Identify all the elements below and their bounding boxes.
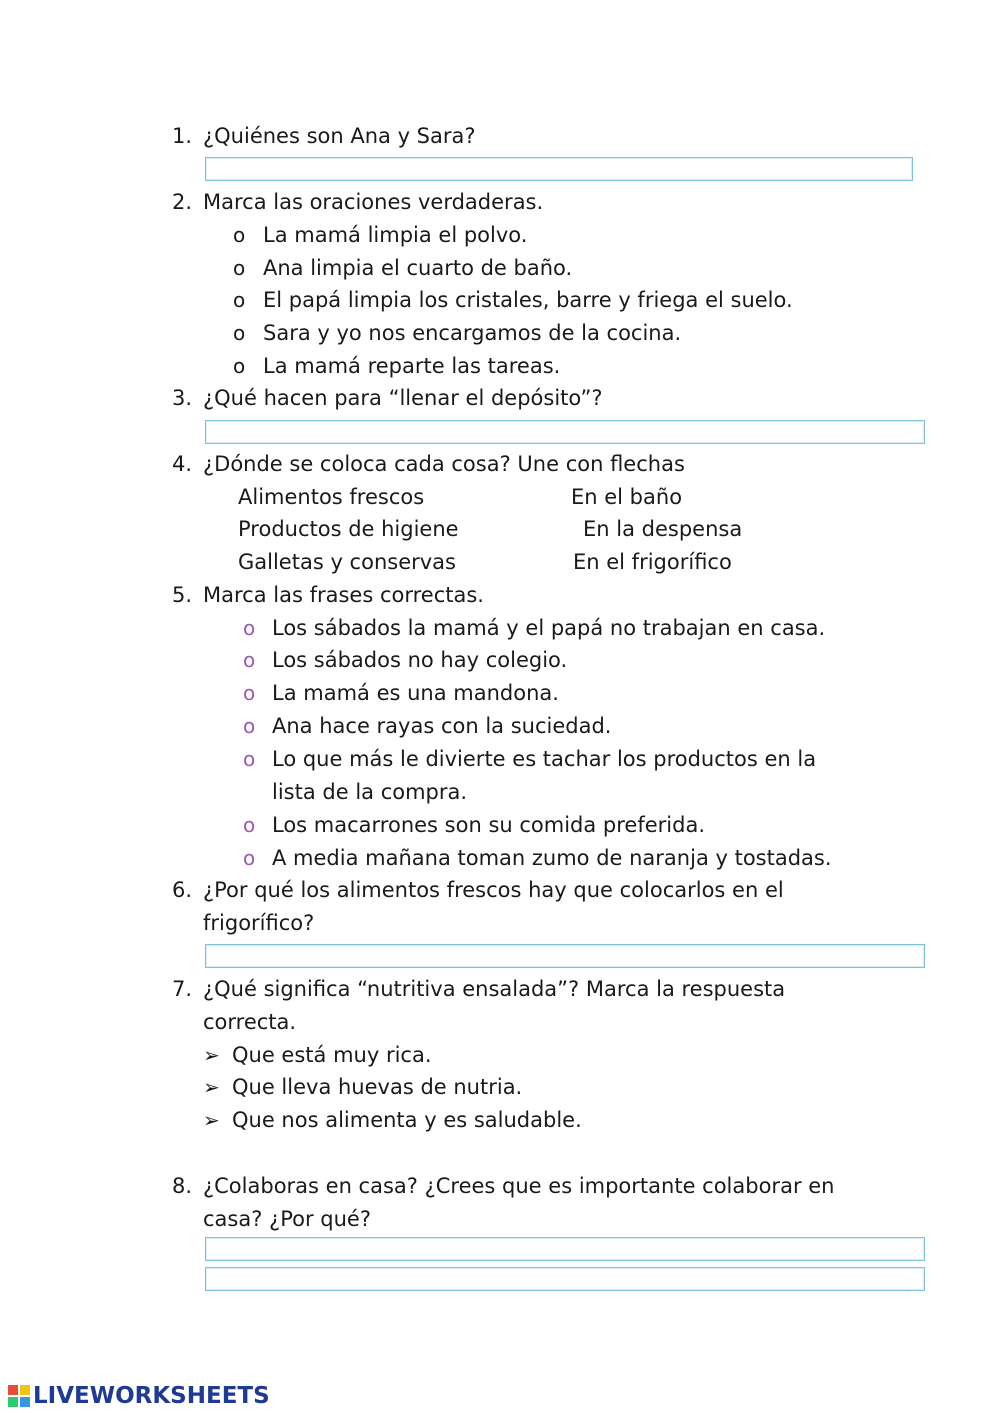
circle-bullet-icon: o bbox=[243, 648, 256, 672]
question-7-text-continued: correcta. bbox=[203, 1010, 297, 1034]
circle-bullet-icon: o bbox=[243, 747, 256, 771]
question-7-number: 7. bbox=[172, 977, 193, 1001]
arrow-bullet-icon: ➢ bbox=[203, 1043, 220, 1067]
question-3-text: ¿Qué hacen para “llenar el depósito”? bbox=[203, 386, 603, 410]
circle-bullet-icon: o bbox=[243, 714, 256, 738]
circle-bullet-icon: o bbox=[233, 223, 246, 247]
circle-bullet-icon: o bbox=[233, 256, 246, 280]
question-8-text: ¿Colaboras en casa? ¿Crees que es importante colaborar en bbox=[203, 1174, 835, 1198]
circle-bullet-icon: o bbox=[243, 681, 256, 705]
liveworksheets-logo-icon bbox=[8, 1385, 30, 1407]
answer-box-3[interactable] bbox=[205, 420, 925, 444]
arrow-bullet-icon: ➢ bbox=[203, 1075, 220, 1099]
match-right-3: En el frigorífico bbox=[573, 550, 732, 574]
answer-box-8b[interactable] bbox=[205, 1267, 925, 1291]
q7-option-1: Que está muy rica. bbox=[232, 1043, 432, 1067]
question-6-number: 6. bbox=[172, 878, 193, 902]
question-6-text: ¿Por qué los alimentos frescos hay que colocarlos en el bbox=[203, 878, 784, 902]
q5-option-4: Ana hace rayas con la suciedad. bbox=[272, 714, 612, 738]
liveworksheets-logo bbox=[8, 1380, 270, 1412]
q5-option-2: Los sábados no hay colegio. bbox=[272, 648, 568, 672]
q2-option-1: La mamá limpia el polvo. bbox=[263, 223, 528, 247]
q2-option-4: Sara y yo nos encargamos de la cocina. bbox=[263, 321, 682, 345]
circle-bullet-icon: o bbox=[243, 616, 256, 640]
question-7-text: ¿Qué significa “nutritiva ensalada”? Marca la respuesta bbox=[203, 977, 786, 1001]
question-1-text: ¿Quiénes son Ana y Sara? bbox=[203, 124, 476, 148]
q2-option-5: La mamá reparte las tareas. bbox=[263, 354, 561, 378]
question-8-number: 8. bbox=[172, 1174, 193, 1198]
q2-option-3: El papá limpia los cristales, barre y friega el suelo. bbox=[263, 288, 793, 312]
q7-option-3: Que nos alimenta y es saludable. bbox=[232, 1108, 582, 1132]
circle-bullet-icon: o bbox=[233, 354, 246, 378]
question-6-text-continued: frigorífico? bbox=[203, 911, 315, 935]
match-right-2: En la despensa bbox=[583, 517, 743, 541]
circle-bullet-icon: o bbox=[233, 288, 246, 312]
brand-name: LIVEWORKSHEETS bbox=[33, 1383, 270, 1409]
question-4-number: 4. bbox=[172, 452, 193, 476]
question-2-number: 2. bbox=[172, 190, 193, 214]
answer-box-6[interactable] bbox=[205, 944, 925, 968]
q5-option-1: Los sábados la mamá y el papá no trabajan en casa. bbox=[272, 616, 826, 640]
match-left-3: Galletas y conservas bbox=[238, 550, 456, 574]
circle-bullet-icon: o bbox=[243, 813, 256, 837]
q5-option-3: La mamá es una mandona. bbox=[272, 681, 559, 705]
circle-bullet-icon: o bbox=[233, 321, 246, 345]
question-3-number: 3. bbox=[172, 386, 193, 410]
q5-option-6: Los macarrones son su comida preferida. bbox=[272, 813, 706, 837]
question-8-text-continued: casa? ¿Por qué? bbox=[203, 1207, 371, 1231]
match-right-1: En el baño bbox=[571, 485, 683, 509]
question-1-number: 1. bbox=[172, 124, 193, 148]
q2-option-2: Ana limpia el cuarto de baño. bbox=[263, 256, 573, 280]
question-5-number: 5. bbox=[172, 583, 193, 607]
question-5-text: Marca las frases correctas. bbox=[203, 583, 484, 607]
arrow-bullet-icon: ➢ bbox=[203, 1108, 220, 1132]
answer-box-8a[interactable] bbox=[205, 1237, 925, 1261]
q7-option-2: Que lleva huevas de nutria. bbox=[232, 1075, 523, 1099]
q5-option-7: A media mañana toman zumo de naranja y tostadas. bbox=[272, 846, 832, 870]
answer-box-1[interactable] bbox=[205, 157, 913, 181]
match-left-2: Productos de higiene bbox=[238, 517, 459, 541]
question-4-text: ¿Dónde se coloca cada cosa? Une con flechas bbox=[203, 452, 685, 476]
circle-bullet-icon: o bbox=[243, 846, 256, 870]
q5-option-5-continued: lista de la compra. bbox=[272, 780, 468, 804]
match-left-1: Alimentos frescos bbox=[238, 485, 425, 509]
question-2-text: Marca las oraciones verdaderas. bbox=[203, 190, 544, 214]
q5-option-5: Lo que más le divierte es tachar los productos en la bbox=[272, 747, 817, 771]
